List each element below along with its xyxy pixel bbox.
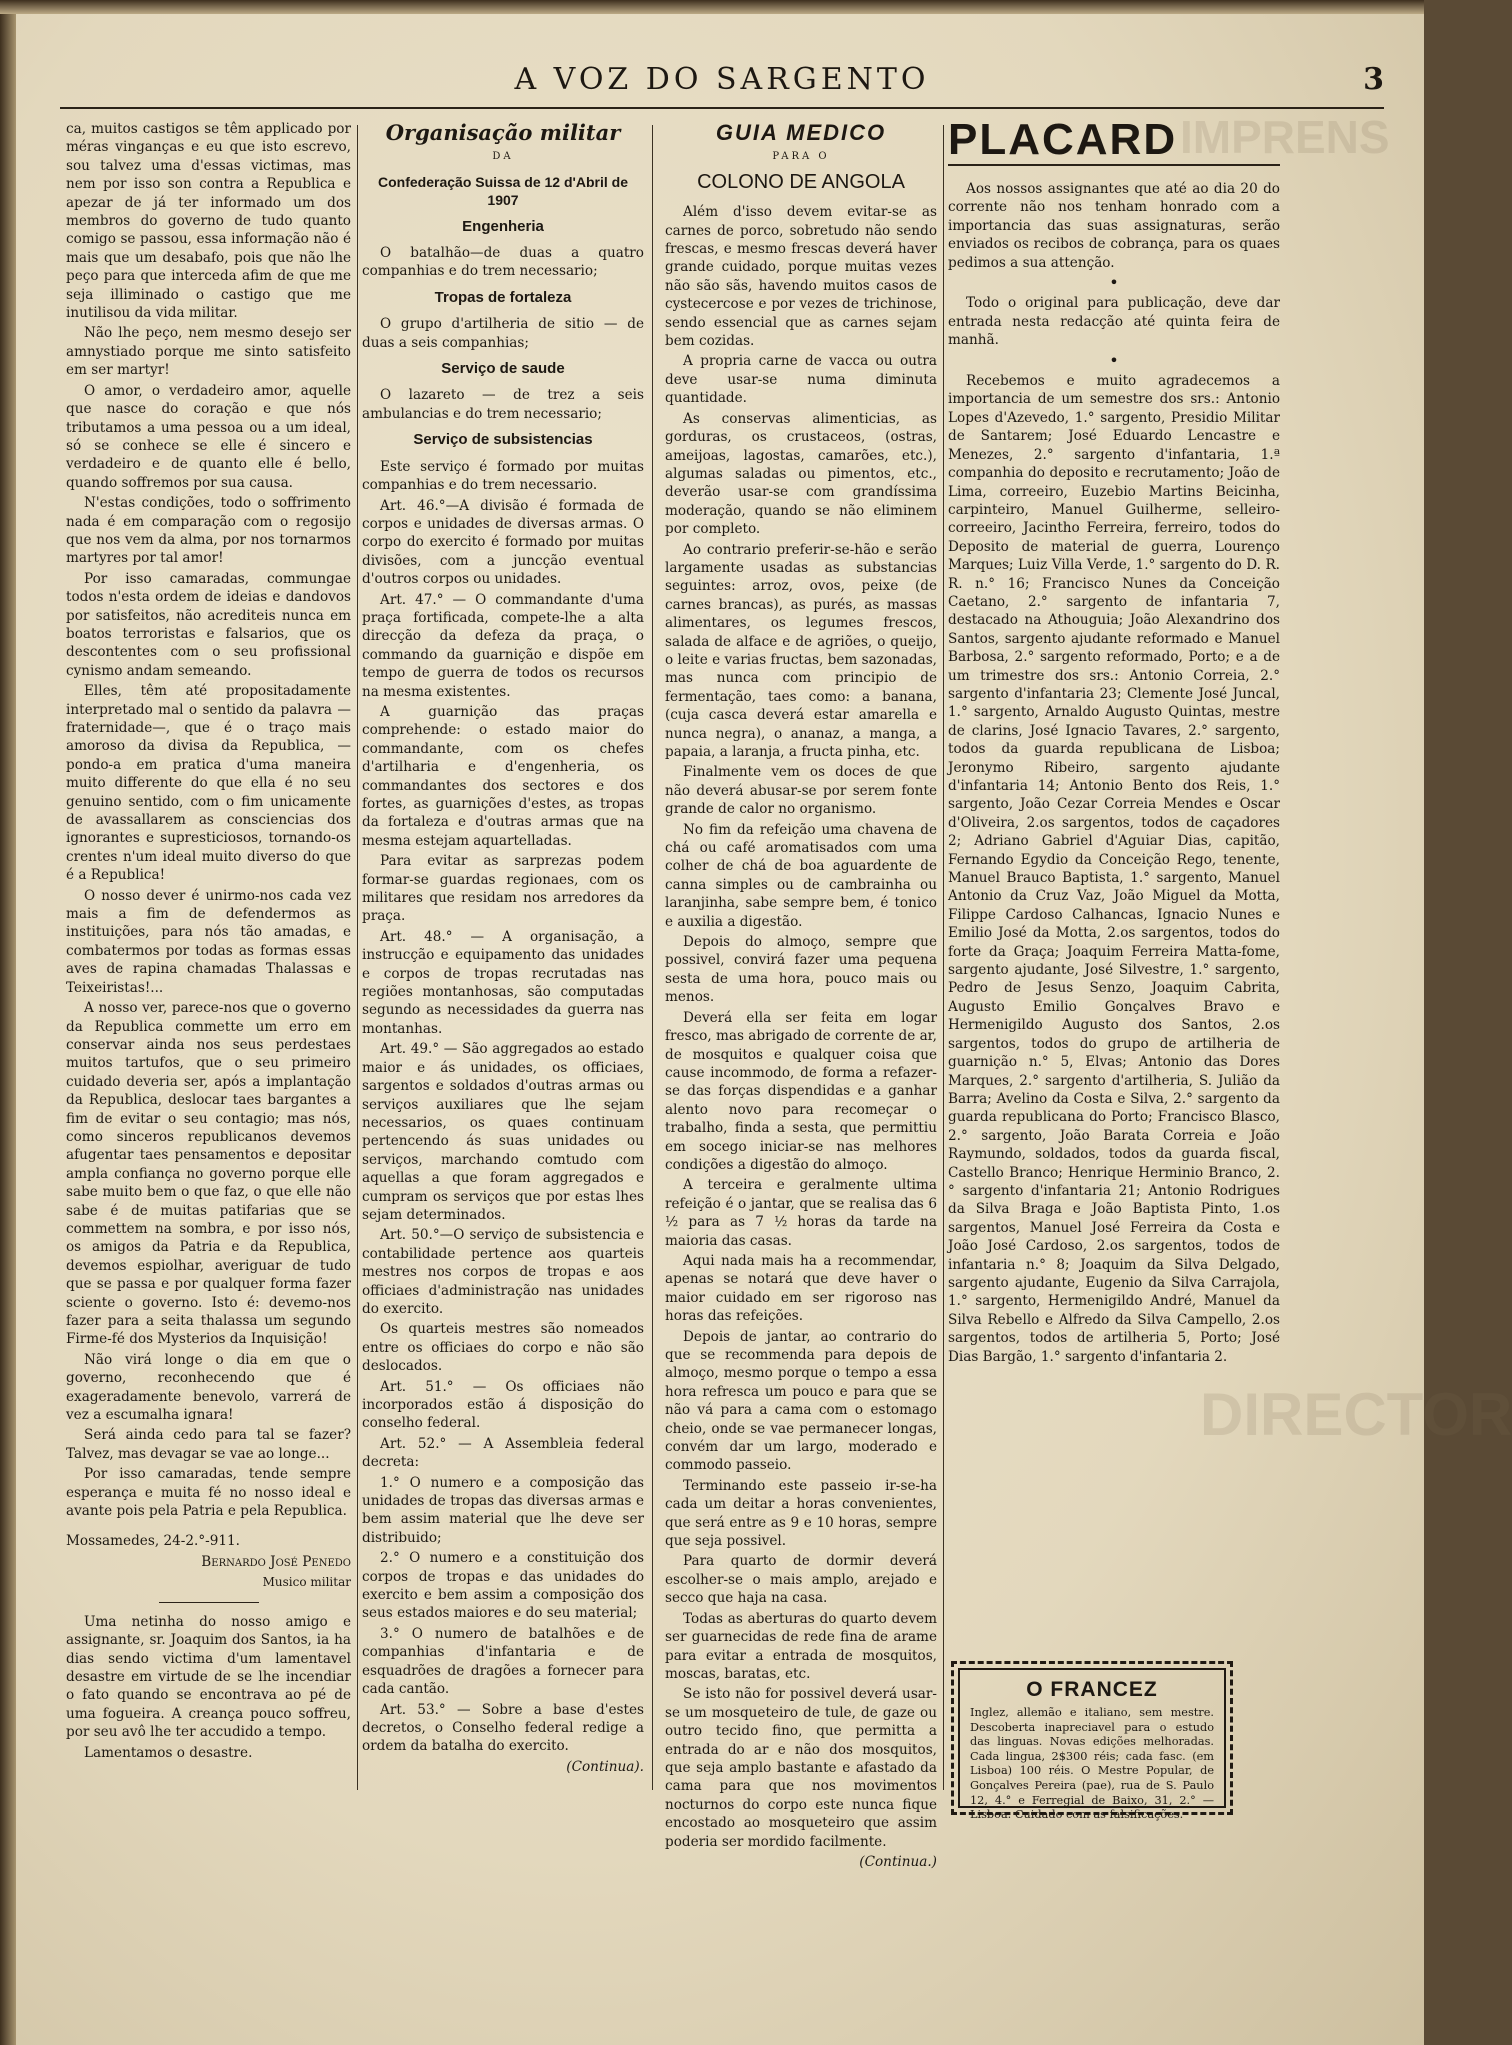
paragraph: A terceira e geralmente ultima refeição é o jantar, que se realisa das 6 ½ para as 7 ½ horas da tarde na maioria das casas. bbox=[665, 1177, 937, 1249]
bullet-separator: • bbox=[1109, 273, 1119, 293]
article-title: GUIA MEDICO bbox=[715, 120, 887, 145]
paragraph: Para evitar as sarprezas podem formar-se guardas regionaes, com os militares que residam nos arredores da praça. bbox=[362, 853, 644, 925]
paragraph: Aos nossos assignantes que até ao dia 20 do corrente não nos tenham honrado com a importancia das suas assignaturas, serão enviados os recibos de cobrança, para os quaes pedimos a sua attenção. bbox=[948, 181, 1280, 271]
section-heading: Engenheria bbox=[462, 217, 544, 235]
paragraph: Art. 52.° — A Assembleia federal decreta: bbox=[362, 1435, 644, 1471]
paragraph: N'estas condições, todo o soffrimento nada é em comparação com o regosijo que nos vem da alma, por nos tornarmos martyres por tal amor! bbox=[66, 495, 351, 567]
section-title: PLACARD bbox=[948, 116, 1280, 166]
column-rule bbox=[357, 125, 358, 1790]
column-rule bbox=[943, 125, 944, 1790]
paragraph: Art. 46.°—A divisão é formada de corpos e unidades de diversas armas. O corpo do exercito é formado por muitas divisões, com a juncção eventual d'outros corpos ou unidades. bbox=[362, 497, 644, 588]
paragraph: Se isto não for possivel deverá usar-se um mosqueteiro de tule, de gaze ou outro tecido fino, que permitta a entrada do ar e não dos mosquitos, que seja amplo bastante e afastado da cama para que nos movimentos nocturnos do corpo este nunca fique encostado ao mosqueteiro que assim poderia ser mordido facilmente. bbox=[665, 1686, 937, 1850]
paragraph: O nosso dever é unirmo-nos cada vez mais a fim de defendermos as instituições, para nós tão amadas, e combatermos por todas as formas essas aves de rapina chamadas Thalassas e Teixeiristas!... bbox=[66, 887, 351, 996]
bleedthrough-imprensa: IMPRENS bbox=[1180, 111, 1390, 163]
paragraph: Por isso camaradas, tende sempre esperança e muita fé no nosso ideal e avante pois pela Patria e pela Republica. bbox=[66, 1466, 351, 1520]
paragraph: Para quarto de dormir deverá escolher-se o mais amplo, arejado e secco que haja na casa. bbox=[665, 1553, 937, 1607]
newspaper-title: A VOZ DO SARGENTO bbox=[514, 62, 930, 97]
paragraph: ca, muitos castigos se têm applicado por méras vinganças e eu que isto escrevo, sou talvez uma d'essas victimas, mas nem por isso son contra a Republica e apezar de já ter informado um dos membros do governo de tudo quanto comigo se passou, essa informação não é mais que um desabafo, pois que não lhe peço para que interceda afim de que me seja illiminado o castigo que me inutilisou da vida militar. bbox=[66, 121, 351, 322]
paragraph: Ao contrario preferir-se-hão e serão largamente usadas as substancias seguintes: arroz, ovos, peixe (de carnes brancas), as purés, as massas alimentares, os legumes frescos, salada de alface e de agriões, o queijo, o leite e varias fructas, bem sazonadas, mas nunca com principio de fermentação, taes como: a banana, (cuja casca deverá estar amarella e nunca negra), o ananaz, a manga, a papaia, a laranja, a fructa pinha, etc. bbox=[665, 541, 937, 760]
paragraph: Todas as aberturas do quarto devem ser guarnecidas de rede fina de arame para evitar a entrada de mosquitos, moscas, baratas, etc. bbox=[665, 1610, 937, 1682]
paragraph: Terminando este passeio ir-se-ha cada um deitar a horas convenientes, que será entre as 9 e 10 horas, sempre que seja possivel. bbox=[665, 1477, 937, 1550]
header-rule bbox=[60, 107, 1384, 109]
paragraph: As conservas alimenticias, as gorduras, os crustaceos, (ostras, ameijoas, lagostas, camarões, etc.), algumas saladas ou pimentos, etc., deverão usar-se com grandíssima moderação, quando se não eliminem por completo. bbox=[665, 410, 937, 538]
paragraph: Além d'isso devem evitar-se as carnes de porco, sobretudo não sendo frescas, e mesmo frescas deverá haver grande cuidado, porque muitas vezes não são sãs, havendo muitos casos de cystecercose e por vezes de trichinose, sendo essencial que as carnes sejam bem cozidas. bbox=[665, 204, 937, 350]
continua-label: (Continua). bbox=[566, 1758, 644, 1775]
paragraph: No fim da refeição uma chavena de chá ou café aromatisados com uma colher de chá de boa aguardente de canna simples ou de cambrainha ou laranjinha, sabe sempre bem, é tonico e auxilia a digestão. bbox=[665, 821, 937, 930]
masthead bbox=[60, 62, 1384, 106]
paragraph: Lamentamos o desastre. bbox=[84, 1744, 253, 1761]
paragraph: Deverá ella ser feita em logar fresco, mas abrigado de corrente de ar, de mosquitos e qualquer coisa que cause incommodo, de forma a refazer-se das forças dispendidas e a ganhar alento novo para recomeçar o trabalho, finda a sesta, que permittiu em socego iniciar-se nas melhores condições a digestão do almoço. bbox=[665, 1009, 937, 1173]
paragraph: Por isso camaradas, commungae todos n'esta ordem de ideias e dandovos por satisfeitos, não acrediteis nunca em boatos terroristas e falsarios, que os descontentes com o seu profissional cynismo andam semeando. bbox=[66, 570, 351, 679]
section-heading: Serviço de saude bbox=[441, 360, 565, 378]
paragraph: Art. 47.° — O commandante d'uma praça fortificada, compete-lhe a alta direcção da defeza da praça, o commando da guarnição e dispõe em tempo de guerra de todos os recursos na mesma existentes. bbox=[362, 591, 644, 700]
article-subtitle: COLONO DE ANGOLA bbox=[697, 170, 905, 193]
section-heading: Serviço de subsistencias bbox=[413, 431, 593, 449]
paragraph: Finalmente vem os doces de que não deverá abusar-se por serem fonte grande de calor no organismo. bbox=[665, 764, 937, 818]
paragraph: Art. 53.° — Sobre a base d'estes decretos, o Conselho federal redige a ordem da batalha do exercito. bbox=[362, 1701, 644, 1755]
signature: Bernardo José Penedo bbox=[201, 1553, 351, 1570]
paragraph: Art. 51.° — Os officiaes não incorporados estão á disposição do conselho federal. bbox=[362, 1378, 644, 1432]
paragraph: O lazareto — de trez a seis ambulancias e do trem necessario; bbox=[362, 387, 644, 422]
paragraph: Não virá longe o dia em que o governo, reconhecendo que é exageradamente benevolo, varrerá de vez a escumalha ignara! bbox=[66, 1351, 351, 1424]
paragraph: Uma netinha do nosso amigo e assignante, sr. Joaquim dos Santos, ia ha dias sendo victima d'um lamentavel desastre em virtude de se lhe incendiar o fato quando se encontrava ao pé de uma fogueira. A creança pouco soffreu, por seu avô lhe ter accudido a tempo. bbox=[66, 1613, 351, 1741]
paragraph: O amor, o verdadeiro amor, aquelle que nasce do coração e que nós tributamos a uma pessoa ou a um ideal, só se conhece se elle é sincero e verdadeiro e de quanto elle é bello, quando soffremos por sua causa. bbox=[66, 382, 351, 491]
page-shadow-top bbox=[0, 0, 1424, 14]
page-shadow-left bbox=[0, 0, 16, 2045]
column-letter bbox=[66, 120, 351, 1930]
column-rule bbox=[652, 125, 653, 1790]
signature-role: Musico militar bbox=[262, 1575, 351, 1590]
article-subtitle: Confederação Suissa de 12 d'Abril de 1907 bbox=[378, 173, 628, 209]
article-title-prep: PARA O bbox=[772, 151, 830, 163]
paragraph: Todo o original para publicação, deve dar entrada nesta redacção até quinta feira de manhã. bbox=[948, 295, 1280, 349]
paragraph: Art. 49.° — São aggregados ao estado maior e ás unidades, os officiaes, sargentos e soldados d'outras armas ou serviços auxiliares que lhe sejam necessarios, os quaes continuam pertencendo ás suas unidades ou serviços, marchando comtudo com aquellas a que foram aggregados e cumpram os serviços que por estas lhes sejam determinados. bbox=[362, 1041, 644, 1223]
divider bbox=[159, 1602, 259, 1603]
paragraph: Art. 50.°—O serviço de subsistencia e contabilidade pertence aos quarteis mestres nos corpos de tropas e aos officiaes d'administração nas unidades do exercito. bbox=[362, 1227, 644, 1317]
dateline: Mossamedes, 24-2.°-911. bbox=[66, 1533, 240, 1550]
advertisement-box bbox=[958, 1668, 1226, 1822]
paragraph: Recebemos e muito agradecemos a importancia de um semestre dos srs.: Antonio Lopes d'Azevedo, 1.° sargento, Presidio Militar de Santarem; José Eduardo Lencastre e Menezes, 2.° sargento d'infantaria, 1.ª companhia do deposito e recrutamento; João de Lima, correeiro, Euzebio Martins Beicinha, carpinteiro, Manuel Guilherme, selleiro-correeiro, Jacintho Ferreira, ferreiro, todos do Deposito de material de guerra, Lourenço Marques; Luiz Villa Verde, 1.° sargento do D. R. R. n.° 16; Francisco Nunes da Conceição Caetano, 2.° sargento de infantaria 7, destacado na Athouguia; João Alexandrino dos Santos, sargento ajudante reformado e Manuel Barbosa, 2.° sargento reformado, Porto; e a de um trimestre dos srs.: Antonio Correia, 2.° sargento d'infantaria 23; Clemente José Juncal, 1.° sargento, Arnaldo Augusto Quintas, mestre de clarins, José Ignacio Tavares, 2.° sargento, todos da guarda republicana de Lisboa; Jeronymo Ribeiro, sargento ajudante d'infantaria 14; Antonio Bento dos Reis, 1.° sargento, João Cezar Correia Mendes e Oscar d'Oliveira, 2.os sargentos, todos de caçadores 2; Adriano Gabriel d'Aguiar Dias, capitão, Fernando Egydio da Conceição Rego, tenente, Manuel Brauco Baptista, 1.° sargento, Manuel Antonio da Cruz Vaz, João Miguel da Motta, Filippe Cardoso Calhancas, Ignacio Nunes e Emilio José da Motta, 2.os sargentos, todos do forte da Graça; Joaquim Ferreira Matta-fome, sargento ajudante, José Silvestre, 1.° sargento, Pedro de Jesus Senzo, Joaquim Cabrita, Augusto Emilio Gonçalves Bravo e Hermenigildo Augusto dos Santos, 2.os sargentos, todos do grupo de artilheria de guarnição n.° 5, Elvas; Antonio das Dores Marques, 2.° sargento d'artilheria, S. Julião da Barra; Avelino da Costa e Silva, 2.° sargento da guarda republicana do Porto; Francisco Blasco, 2.° sargento, João Barata Correia e João Raymundo, soldados, todos da guarda fiscal, Castello Branco; Henrique Herminio Branco, 2.° sargento d'infantaria 21; Antonio Rodrigues da Silva Braga e João Baptista Pinto, 1.os sargentos, Manuel José Ferreira da Costa e João José Cardoso, 2.os sargentos, todos de infantaria n.° 8; Joaquim da Silva Delgado, sargento ajudante, Eugenio da Silva Carrajola, 1.° sargento, Hermenigildo André, Manuel da Silva Rebello e Alfredo da Silva Campello, 2.os sargentos, todos de artilheria 5, Porto; José Dias Bargão, 1.° sargento d'infantaria 2. bbox=[948, 373, 1280, 1365]
paragraph: A guarnição das praças comprehende: o estado maior do commandante, com os chefes d'artilharia e d'engenheria, os commandantes dos sectores e dos fortes, as guarnições d'estes, as tropas da fortaleza e d'outras armas que na mesma estejam aquartelladas. bbox=[362, 703, 644, 849]
article-title: Organisação militar bbox=[385, 120, 621, 145]
continua-label: (Continua.) bbox=[859, 1853, 937, 1870]
bullet-separator: • bbox=[1109, 350, 1119, 370]
paragraph: 2.° O numero e a constituição dos corpos de tropas e das unidades do exercito e bem assim a composição dos seus estados maiores e do seu material; bbox=[362, 1550, 644, 1622]
paragraph: Não lhe peço, nem mesmo desejo ser amnystiado porque me sinto satisfeito em ser martyr! bbox=[66, 325, 351, 379]
paragraph: Elles, têm até propositadamente interpretado mal o sentido da palavra —fraternidade—, que é o traço mais amoroso da divisa da Republica, — pondo-a em pratica d'uma maneira muito differente do que ella é no seu genuino sentido, com o fim unicamente de avassallarem as consciencias dos ignorantes e supresticiosos, tornando-os crentes n'um ideal muito diverso do que é a Republica! bbox=[66, 683, 351, 884]
column-placard bbox=[948, 115, 1280, 1930]
paragraph: Art. 48.° — A organisação, a instrucção e equipamento das unidades e corpos de tropas recrutadas nas regiões montanhosas, são computadas segundo as necessidades da guerra nas montanhas. bbox=[362, 928, 644, 1037]
paragraph: Os quarteis mestres são nomeados entre os officiaes do corpo e não são deslocados. bbox=[362, 1321, 644, 1375]
page-number: 3 bbox=[1363, 62, 1384, 97]
paragraph: 1.° O numero e a composição das unidades de tropas das diversas armas e bem assim material que lhe deve ser distribuido; bbox=[362, 1474, 644, 1546]
advertisement-title: O FRANCEZ bbox=[1026, 1678, 1158, 1701]
column-guia-medico bbox=[665, 120, 937, 1930]
column-organisacao bbox=[362, 120, 644, 1930]
paragraph: Aqui nada mais ha a recommendar, apenas se notará que deve haver o maior cuidado em ser rigoroso nas horas das refeições. bbox=[665, 1252, 937, 1325]
paragraph: 3.° O numero de batalhões e de companhias d'infantaria e de esquadrões de dragões a fornecer para cada cantão. bbox=[362, 1625, 644, 1698]
bleedthrough-director: DIRECTOR bbox=[1200, 1381, 1512, 1448]
section-heading: Tropas de fortaleza bbox=[434, 288, 572, 306]
paragraph: O grupo d'artilheria de sitio — de duas a seis companhias; bbox=[362, 316, 644, 351]
article-title-prep: DA bbox=[492, 151, 514, 163]
paragraph: A nosso ver, parece-nos que o governo da Republica commette um erro em conservar ainda nos seus perdestaes muitos tartufos, que o seu primeiro cuidado deveria ser, após a implantação da Republica, deslocar taes bargantes a fim de evitar o seu contagio; mas nós, como sinceros republicanos devemos afugentar taes pensamentos e depositar ampla confiança no governo porque elle sabe muito bem o que faz, o que elle não sabe é de muitas patifarias que se commettem na sombra, e por isso nós, os amigos da Patria e da Republica, devemos espiolhar, averiguar de tudo que se passa e por qualquer forma fazer sciente o governo. Isto é: devemo-nos fazer para a seita thalassa um segundo Firme-fé dos Mysterios da Inquisição! bbox=[66, 1000, 351, 1348]
paragraph: Depois do almoço, sempre que possivel, convirá fazer uma pequena sesta de uma hora, pouco mais ou menos. bbox=[665, 934, 937, 1006]
paragraph: Será ainda cedo para tal se fazer? Talvez, mas devagar se vae ao longe... bbox=[66, 1427, 351, 1462]
paragraph: Depois de jantar, ao contrario do que se recommenda para depois de almoço, mesmo porque o tempo a essa hora refresca um pouco e para que se não vá para a cama com o estomago cheio, onde se vae permanecer longas, convém dar um largo, moderado e commodo passeio. bbox=[665, 1328, 937, 1474]
advertisement-text: Inglez, allemão e italiano, sem mestre. Descoberta inapreciavel para o estudo das linguas. Novas edições melhoradas. Cada lingua, 2$300 réis; cada fasc. (em Lisboa) 100 réis. O Mestre Popular, de Gonçalves Pereira (pae), rua de S. Paulo 12, 4.° e Ferregial de Baixo, 31, 2.° — Lisboa. Cuidado com as falsificações. bbox=[970, 1706, 1214, 1822]
paragraph: A propria carne de vacca ou outra deve usar-se numa diminuta quantidade. bbox=[665, 353, 937, 407]
paragraph: O batalhão—de duas a quatro companhias e do trem necessario; bbox=[362, 245, 644, 280]
paragraph: Este serviço é formado por muitas companhias e do trem necessario. bbox=[362, 458, 644, 494]
